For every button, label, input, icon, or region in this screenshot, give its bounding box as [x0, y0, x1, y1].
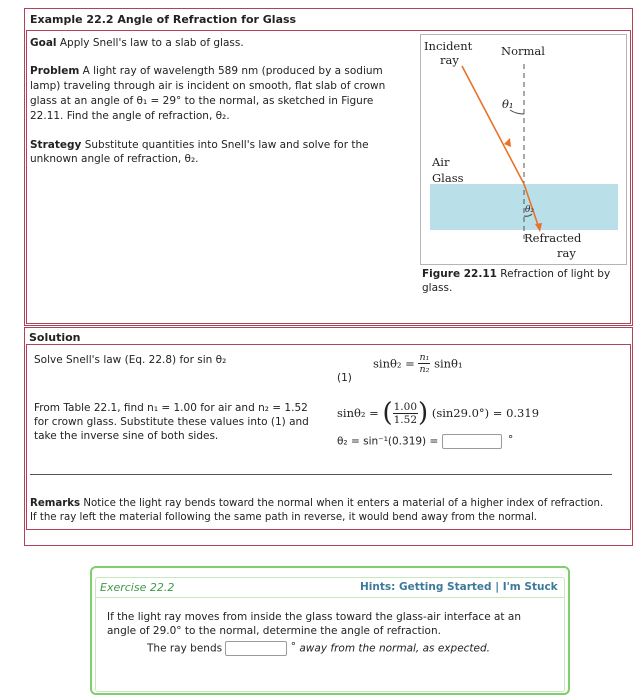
exercise-header-divider — [96, 597, 564, 598]
figure-caption-text-2: glass. — [422, 282, 453, 294]
example-title: Example 22.2 Angle of Refraction for Glass — [30, 13, 297, 26]
remarks-line-2: If the ray left the material following the same path in reverse, it would bend away from the normal. — [30, 512, 538, 523]
hints-label: Hints: — [360, 581, 396, 593]
equation-1 — [373, 352, 463, 375]
hints-separator: | — [495, 581, 500, 593]
solution-heading: Solution — [29, 331, 81, 344]
question-line-1: If the light ray moves from inside the glass toward the glass-air interface at an — [107, 611, 521, 623]
air-label: Air — [432, 155, 450, 169]
step2-line-2: for crown glass. Substitute these values into (1) and — [34, 416, 309, 428]
strategy-label: Strategy — [30, 139, 82, 151]
glass-label: Glass — [432, 171, 464, 185]
eq3-lhs: θ₂ = sin⁻¹(0.319) = — [337, 435, 439, 448]
getting-started-link[interactable]: Getting Started — [399, 581, 492, 593]
incident-label: Incident — [424, 39, 473, 53]
remarks-line-1: Notice the light ray bends toward the normal when it enters a material of a higher index of refraction. — [83, 498, 604, 509]
eq1-lhs: sinθ₂ = — [373, 356, 415, 371]
solution-step-1: Solve Snell's law (Eq. 22.8) for sin θ₂ — [34, 354, 227, 366]
goal-paragraph — [30, 37, 244, 49]
theta2-answer-input[interactable] — [442, 434, 502, 449]
incident-ray — [462, 66, 524, 184]
exercise-answer-input[interactable] — [225, 641, 287, 656]
eq2-open-paren: ( — [382, 398, 393, 428]
eq2-close-paren: ) — [418, 398, 429, 428]
refraction-diagram — [420, 34, 625, 263]
eq1-fraction — [418, 352, 430, 375]
problem-line-1: A light ray of wavelength 589 nm (produced by a sodium — [82, 65, 383, 77]
solution-step-2 — [34, 401, 309, 443]
exercise-answer-row — [147, 641, 490, 656]
eq1-denominator: n₂ — [419, 364, 430, 375]
equation-3 — [337, 434, 513, 449]
incident-ray-label: ray — [440, 53, 459, 67]
figure-caption — [422, 267, 610, 295]
eq2-numerator: 1.00 — [393, 400, 418, 413]
question-line-2: angle of 29.0° to the normal, determine the angle of refraction. — [107, 625, 441, 637]
eq2-denominator: 1.52 — [393, 413, 418, 426]
strategy-line-1: Substitute quantities into Snell's law and solve for the — [84, 139, 369, 151]
figure-caption-label: Figure 22.11 — [422, 268, 497, 280]
exercise-question — [107, 610, 521, 638]
answer-suffix: away from the normal, as expected. — [299, 642, 491, 655]
theta1-label: θ₁ — [502, 97, 514, 111]
remarks-paragraph — [30, 497, 603, 525]
figure-caption-text: Refraction of light by — [500, 268, 611, 280]
eq1-numerator: n₁ — [419, 352, 430, 363]
answer-prefix: The ray bends — [147, 642, 223, 655]
remarks-label: Remarks — [30, 498, 81, 509]
eq1-rhs: sinθ₁ — [434, 356, 463, 371]
problem-line-2: lamp) traveling through air is incident on smooth, flat slab of crown — [30, 80, 386, 92]
step2-line-1: From Table 22.1, find n₁ = 1.00 for air and n₂ = 1.52 — [34, 402, 308, 414]
step2-line-3: take the inverse sine of both sides. — [34, 430, 219, 442]
solution-divider — [30, 474, 612, 475]
normal-label: Normal — [501, 44, 545, 58]
problem-label: Problem — [30, 65, 80, 77]
eq2-fraction — [393, 401, 418, 426]
refracted-ray-label: ray — [557, 246, 576, 260]
goal-label: Goal — [30, 37, 57, 49]
refracted-label: Refracted — [524, 231, 582, 245]
im-stuck-link[interactable]: I'm Stuck — [502, 581, 558, 593]
equation-number: (1) — [337, 372, 352, 384]
exercise-title: Exercise 22.2 — [100, 581, 175, 594]
equation-2 — [337, 398, 539, 428]
exercise-hints — [360, 581, 558, 593]
strategy-paragraph — [30, 138, 369, 166]
problem-line-4: 22.11. Find the angle of refraction, θ₂. — [30, 110, 230, 122]
problem-line-3: glass at an angle of θ₁ = 29° to the normal, as sketched in Figure — [30, 95, 374, 107]
goal-text: Apply Snell's law to a slab of glass. — [59, 37, 244, 49]
strategy-line-2: unknown angle of refraction, θ₂. — [30, 153, 199, 165]
incident-arrowhead — [504, 138, 511, 147]
theta2-label: θ₂ — [525, 205, 535, 215]
eq2-lhs: sinθ₂ = — [337, 406, 379, 420]
problem-paragraph — [30, 64, 385, 124]
answer-degree: ° — [290, 641, 297, 653]
eq3-degree: ° — [507, 434, 514, 446]
eq2-rhs: (sin29.0°) = 0.319 — [431, 406, 540, 420]
